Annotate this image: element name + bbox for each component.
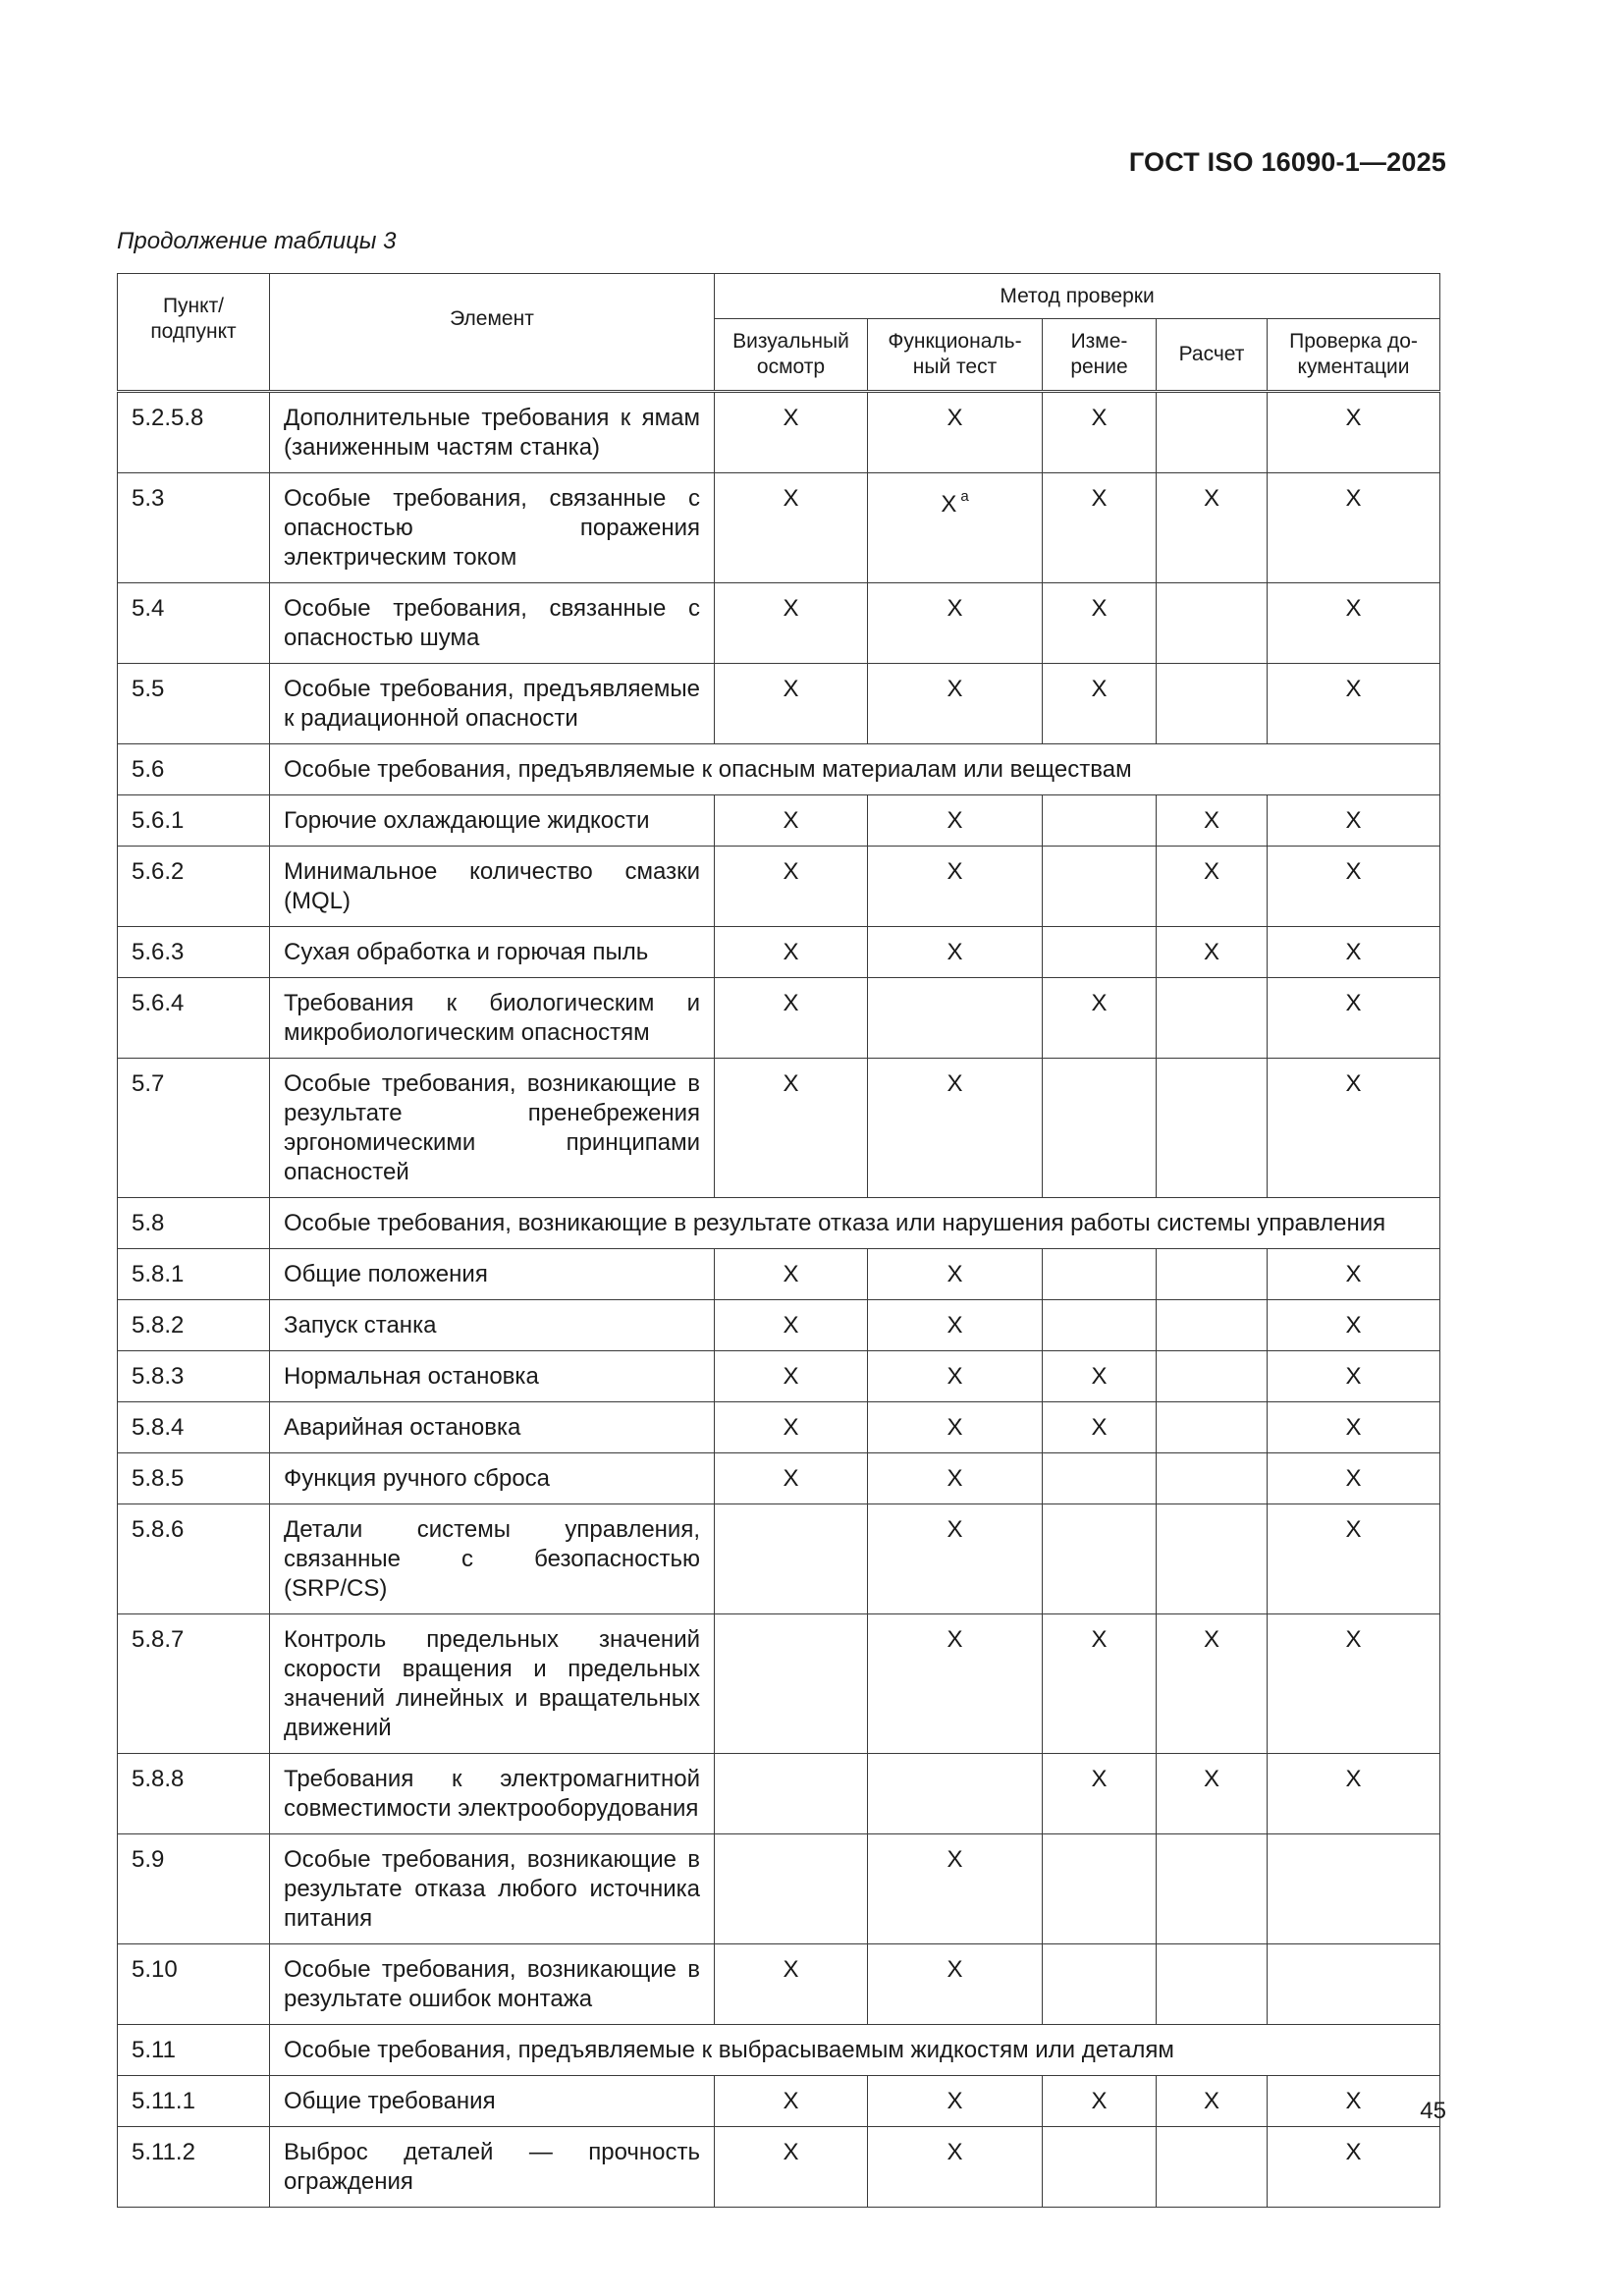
mark-value: X	[783, 1363, 799, 1390]
row-element: Особые требования, возникающие в результате пренебрежения эргономическими принципами опасностей	[270, 1059, 715, 1198]
method-mark	[1157, 2076, 1268, 2127]
table-row	[118, 795, 1440, 847]
mark-value: X	[1345, 1312, 1362, 1339]
method-mark	[715, 1059, 868, 1198]
table-row	[118, 847, 1440, 927]
mark-value: X	[1091, 676, 1108, 702]
mark-value: X	[783, 858, 799, 885]
table-row	[118, 744, 1440, 795]
row-clause: 5.8.2	[118, 1300, 270, 1351]
table-row	[118, 1300, 1440, 1351]
mark-value: X	[1091, 405, 1108, 431]
row-element: Особые требования, возникающие в результате отказа или нарушения работы системы управления	[270, 1198, 1440, 1249]
mark-value: X	[783, 1465, 799, 1492]
header-method: Изме- рение	[1043, 319, 1157, 392]
table-row	[118, 1198, 1440, 1249]
mark-value: X	[783, 807, 799, 834]
method-mark	[1043, 1300, 1157, 1351]
row-clause: 5.8.3	[118, 1351, 270, 1402]
row-clause: 5.11	[118, 2025, 270, 2076]
method-mark	[1043, 2127, 1157, 2208]
row-clause: 5.8.8	[118, 1754, 270, 1834]
method-mark	[868, 1059, 1043, 1198]
mark-value: X	[947, 1261, 963, 1287]
method-mark	[1157, 1351, 1268, 1402]
mark-value: X	[947, 1312, 963, 1339]
mark-value: X	[941, 491, 957, 518]
mark-value: X	[783, 2088, 799, 2114]
method-mark	[715, 1614, 868, 1754]
method-mark	[1043, 847, 1157, 927]
mark-value: X	[1203, 1626, 1219, 1653]
row-clause: 5.8.4	[118, 1402, 270, 1453]
row-clause: 5.6.3	[118, 927, 270, 978]
method-mark	[715, 1453, 868, 1504]
mark-value: X	[1345, 1363, 1362, 1390]
row-clause: 5.9	[118, 1834, 270, 1944]
row-clause: 5.5	[118, 664, 270, 744]
mark-value: X	[947, 595, 963, 622]
row-element: Аварийная остановка	[270, 1402, 715, 1453]
row-clause: 5.8.1	[118, 1249, 270, 1300]
table-row	[118, 583, 1440, 664]
mark-value: X	[1203, 485, 1219, 512]
table-row	[118, 1614, 1440, 1754]
method-mark	[1043, 1059, 1157, 1198]
method-mark	[715, 1834, 868, 1944]
row-clause: 5.8	[118, 1198, 270, 1249]
method-mark	[715, 1504, 868, 1614]
mark-value: X	[783, 990, 799, 1016]
method-mark	[868, 1614, 1043, 1754]
mark-value: X	[1345, 485, 1362, 512]
row-element: Контроль предельных значений скорости вращения и предельных значений линейных и вращательных движений	[270, 1614, 715, 1754]
table-body	[118, 392, 1440, 2208]
row-clause: 5.6	[118, 744, 270, 795]
method-mark	[715, 795, 868, 847]
method-mark	[868, 664, 1043, 744]
mark-value: X	[947, 939, 963, 965]
header-element: Элемент	[270, 274, 715, 392]
mark-value: X	[1091, 485, 1108, 512]
method-mark	[1043, 1754, 1157, 1834]
method-mark	[715, 583, 868, 664]
mark-value: X	[783, 939, 799, 965]
mark-value: X	[1203, 2088, 1219, 2114]
verification-table	[117, 273, 1440, 2208]
table-row	[118, 1059, 1440, 1198]
table-row	[118, 2127, 1440, 2208]
method-mark	[1268, 1944, 1440, 2025]
method-mark	[715, 664, 868, 744]
method-mark	[1157, 1504, 1268, 1614]
mark-value: X	[947, 1414, 963, 1441]
method-mark	[868, 978, 1043, 1059]
mark-value: X	[1203, 807, 1219, 834]
mark-value: X	[947, 1956, 963, 1983]
mark-value: X	[947, 1626, 963, 1653]
method-mark	[868, 1754, 1043, 1834]
row-element: Функция ручного сброса	[270, 1453, 715, 1504]
method-mark	[715, 1300, 868, 1351]
row-element: Особые требования, связанные с опасностью шума	[270, 583, 715, 664]
method-mark	[715, 978, 868, 1059]
method-mark	[1043, 392, 1157, 473]
mark-value: X	[1203, 858, 1219, 885]
method-mark	[1157, 473, 1268, 583]
row-clause: 5.8.6	[118, 1504, 270, 1614]
row-element: Особые требования, связанные с опасностью поражения электрическим током	[270, 473, 715, 583]
table-row	[118, 1834, 1440, 1944]
header-method: Функциональ- ный тест	[868, 319, 1043, 392]
mark-value: X	[1345, 858, 1362, 885]
method-mark	[1268, 583, 1440, 664]
mark-value: X	[1345, 405, 1362, 431]
method-mark	[1268, 1754, 1440, 1834]
method-mark	[715, 2076, 868, 2127]
method-mark	[1157, 392, 1268, 473]
method-mark	[1268, 795, 1440, 847]
mark-value: X	[947, 676, 963, 702]
row-element: Требования к электромагнитной совместимости электрооборудования	[270, 1754, 715, 1834]
mark-value: X	[947, 1846, 963, 1873]
row-element: Особые требования, предъявляемые к радиационной опасности	[270, 664, 715, 744]
method-mark	[1043, 978, 1157, 1059]
table-row	[118, 1504, 1440, 1614]
method-mark	[1043, 1351, 1157, 1402]
method-mark	[1268, 1834, 1440, 1944]
table-row	[118, 1249, 1440, 1300]
mark-value: X	[1345, 1465, 1362, 1492]
row-element: Запуск станка	[270, 1300, 715, 1351]
row-clause: 5.8.5	[118, 1453, 270, 1504]
method-mark	[715, 1351, 868, 1402]
mark-value: X	[783, 1414, 799, 1441]
row-element: Общие положения	[270, 1249, 715, 1300]
mark-value: X	[1345, 676, 1362, 702]
method-mark	[1157, 1300, 1268, 1351]
method-mark	[1157, 2127, 1268, 2208]
row-clause: 5.6.1	[118, 795, 270, 847]
mark-value: X	[947, 807, 963, 834]
row-clause: 5.10	[118, 1944, 270, 2025]
method-mark	[868, 1453, 1043, 1504]
method-mark	[1268, 664, 1440, 744]
table-row	[118, 2025, 1440, 2076]
mark-value: X	[1091, 990, 1108, 1016]
mark-value: X	[783, 485, 799, 512]
method-mark	[1268, 1453, 1440, 1504]
mark-value: X	[947, 405, 963, 431]
row-clause: 5.8.7	[118, 1614, 270, 1754]
row-clause: 5.2.5.8	[118, 392, 270, 473]
footnote-marker: a	[960, 488, 969, 505]
method-mark	[868, 473, 1043, 583]
table-row	[118, 392, 1440, 473]
method-mark	[1043, 927, 1157, 978]
mark-value: X	[783, 1956, 799, 1983]
header-clause: Пункт/ подпункт	[118, 274, 270, 392]
row-element: Нормальная остановка	[270, 1351, 715, 1402]
page-number: 45	[1420, 2098, 1446, 2124]
table-row	[118, 2076, 1440, 2127]
method-mark	[715, 1754, 868, 1834]
mark-value: X	[1091, 2088, 1108, 2114]
method-mark	[1268, 1249, 1440, 1300]
mark-value: X	[1345, 1070, 1362, 1097]
method-mark	[1043, 795, 1157, 847]
row-clause: 5.11.1	[118, 2076, 270, 2127]
method-mark	[715, 392, 868, 473]
method-mark	[868, 1351, 1043, 1402]
table-row	[118, 1351, 1440, 1402]
mark-value: X	[1091, 1414, 1108, 1441]
document-id: ГОСТ ISO 16090-1—2025	[1128, 147, 1446, 177]
row-element: Сухая обработка и горючая пыль	[270, 927, 715, 978]
mark-value: X	[783, 676, 799, 702]
mark-value: X	[1091, 1363, 1108, 1390]
method-mark	[1043, 1944, 1157, 2025]
row-element: Особые требования, предъявляемые к опасным материалам или веществам	[270, 744, 1440, 795]
mark-value: X	[783, 1070, 799, 1097]
method-mark	[868, 1504, 1043, 1614]
method-mark	[1157, 1402, 1268, 1453]
row-clause: 5.6.4	[118, 978, 270, 1059]
mark-value: X	[1345, 1261, 1362, 1287]
method-mark	[868, 927, 1043, 978]
method-mark	[1043, 1834, 1157, 1944]
row-element: Особые требования, предъявляемые к выбрасываемым жидкостям или деталям	[270, 2025, 1440, 2076]
mark-value: X	[947, 2139, 963, 2165]
method-mark	[1043, 1453, 1157, 1504]
mark-value: X	[783, 595, 799, 622]
method-mark	[1157, 1453, 1268, 1504]
method-mark	[1043, 2076, 1157, 2127]
method-mark	[1043, 1249, 1157, 1300]
method-mark	[715, 1402, 868, 1453]
mark-value: X	[1345, 595, 1362, 622]
method-mark	[1157, 1614, 1268, 1754]
row-clause: 5.7	[118, 1059, 270, 1198]
method-mark	[1157, 1249, 1268, 1300]
method-mark	[1157, 847, 1268, 927]
row-element: Особые требования, возникающие в результате отказа любого источника питания	[270, 1834, 715, 1944]
mark-value: X	[1091, 1766, 1108, 1792]
method-mark	[868, 583, 1043, 664]
method-mark	[1157, 664, 1268, 744]
method-mark	[1157, 1059, 1268, 1198]
mark-value: X	[1345, 1516, 1362, 1543]
method-mark	[868, 2127, 1043, 2208]
method-mark	[715, 1944, 868, 2025]
method-mark	[868, 1834, 1043, 1944]
mark-value: X	[947, 1070, 963, 1097]
method-mark	[868, 795, 1043, 847]
table-row	[118, 1453, 1440, 1504]
method-mark	[715, 847, 868, 927]
method-mark	[868, 2076, 1043, 2127]
table-row	[118, 978, 1440, 1059]
row-element: Минимальное количество смазки (MQL)	[270, 847, 715, 927]
method-mark	[1268, 2076, 1440, 2127]
row-clause: 5.6.2	[118, 847, 270, 927]
mark-value: X	[783, 2139, 799, 2165]
mark-value: X	[1345, 1766, 1362, 1792]
method-mark	[1043, 1614, 1157, 1754]
table-row	[118, 473, 1440, 583]
mark-value: X	[947, 1516, 963, 1543]
method-mark	[1157, 927, 1268, 978]
method-mark	[868, 1402, 1043, 1453]
method-mark	[1268, 392, 1440, 473]
row-element: Горючие охлаждающие жидкости	[270, 795, 715, 847]
method-mark	[1157, 1834, 1268, 1944]
mark-value: X	[783, 1312, 799, 1339]
mark-value: X	[947, 1363, 963, 1390]
row-element: Дополнительные требования к ямам (заниженным частям станка)	[270, 392, 715, 473]
mark-value: X	[947, 2088, 963, 2114]
row-clause: 5.11.2	[118, 2127, 270, 2208]
mark-value: X	[1345, 2139, 1362, 2165]
row-element: Общие требования	[270, 2076, 715, 2127]
header-method: Расчет	[1157, 319, 1268, 392]
method-mark	[1157, 1754, 1268, 1834]
method-mark	[868, 1249, 1043, 1300]
header-method: Проверка до- кументации	[1268, 319, 1440, 392]
row-element: Особые требования, возникающие в результате ошибок монтажа	[270, 1944, 715, 2025]
mark-value: X	[947, 1465, 963, 1492]
row-clause: 5.4	[118, 583, 270, 664]
method-mark	[1043, 1402, 1157, 1453]
method-mark	[1268, 1300, 1440, 1351]
mark-value: X	[1345, 2088, 1362, 2114]
method-mark	[1268, 847, 1440, 927]
method-mark	[868, 1300, 1043, 1351]
method-mark	[1268, 1402, 1440, 1453]
method-mark	[715, 927, 868, 978]
mark-value: X	[947, 858, 963, 885]
method-mark	[1268, 927, 1440, 978]
method-mark	[715, 1249, 868, 1300]
method-mark	[1268, 473, 1440, 583]
table-row	[118, 664, 1440, 744]
method-mark	[1268, 978, 1440, 1059]
method-mark	[1268, 1351, 1440, 1402]
mark-value: X	[1091, 595, 1108, 622]
method-mark	[1157, 795, 1268, 847]
method-mark	[1043, 583, 1157, 664]
method-mark	[1157, 1944, 1268, 2025]
row-element: Детали системы управления, связанные с безопасностью (SRP/CS)	[270, 1504, 715, 1614]
method-mark	[868, 847, 1043, 927]
method-mark	[1157, 583, 1268, 664]
table-row	[118, 1402, 1440, 1453]
method-mark	[1268, 1504, 1440, 1614]
header-method-group: Метод проверки	[715, 274, 1440, 319]
method-mark	[715, 2127, 868, 2208]
mark-value: X	[783, 405, 799, 431]
mark-value: X	[1203, 939, 1219, 965]
row-clause: 5.3	[118, 473, 270, 583]
mark-value: X	[1345, 807, 1362, 834]
mark-value: X	[783, 1261, 799, 1287]
method-mark	[1268, 1059, 1440, 1198]
mark-value: X	[1345, 1414, 1362, 1441]
method-mark	[1157, 978, 1268, 1059]
method-mark	[868, 392, 1043, 473]
mark-value: X	[1345, 1626, 1362, 1653]
mark-value: X	[1203, 1766, 1219, 1792]
method-mark	[1268, 1614, 1440, 1754]
table-row	[118, 1754, 1440, 1834]
row-element: Выброс деталей — прочность ограждения	[270, 2127, 715, 2208]
method-mark	[868, 1944, 1043, 2025]
table-row	[118, 927, 1440, 978]
method-mark	[1043, 664, 1157, 744]
method-mark	[1268, 2127, 1440, 2208]
table-row	[118, 1944, 1440, 2025]
mark-value: X	[1345, 990, 1362, 1016]
row-element: Требования к биологическим и микробиологическим опасностям	[270, 978, 715, 1059]
method-mark	[715, 473, 868, 583]
header-method: Визуальный осмотр	[715, 319, 868, 392]
mark-value: X	[1345, 939, 1362, 965]
table-caption: Продолжение таблицы 3	[117, 228, 397, 254]
method-mark	[1043, 1504, 1157, 1614]
method-mark	[1043, 473, 1157, 583]
mark-value: X	[1091, 1626, 1108, 1653]
